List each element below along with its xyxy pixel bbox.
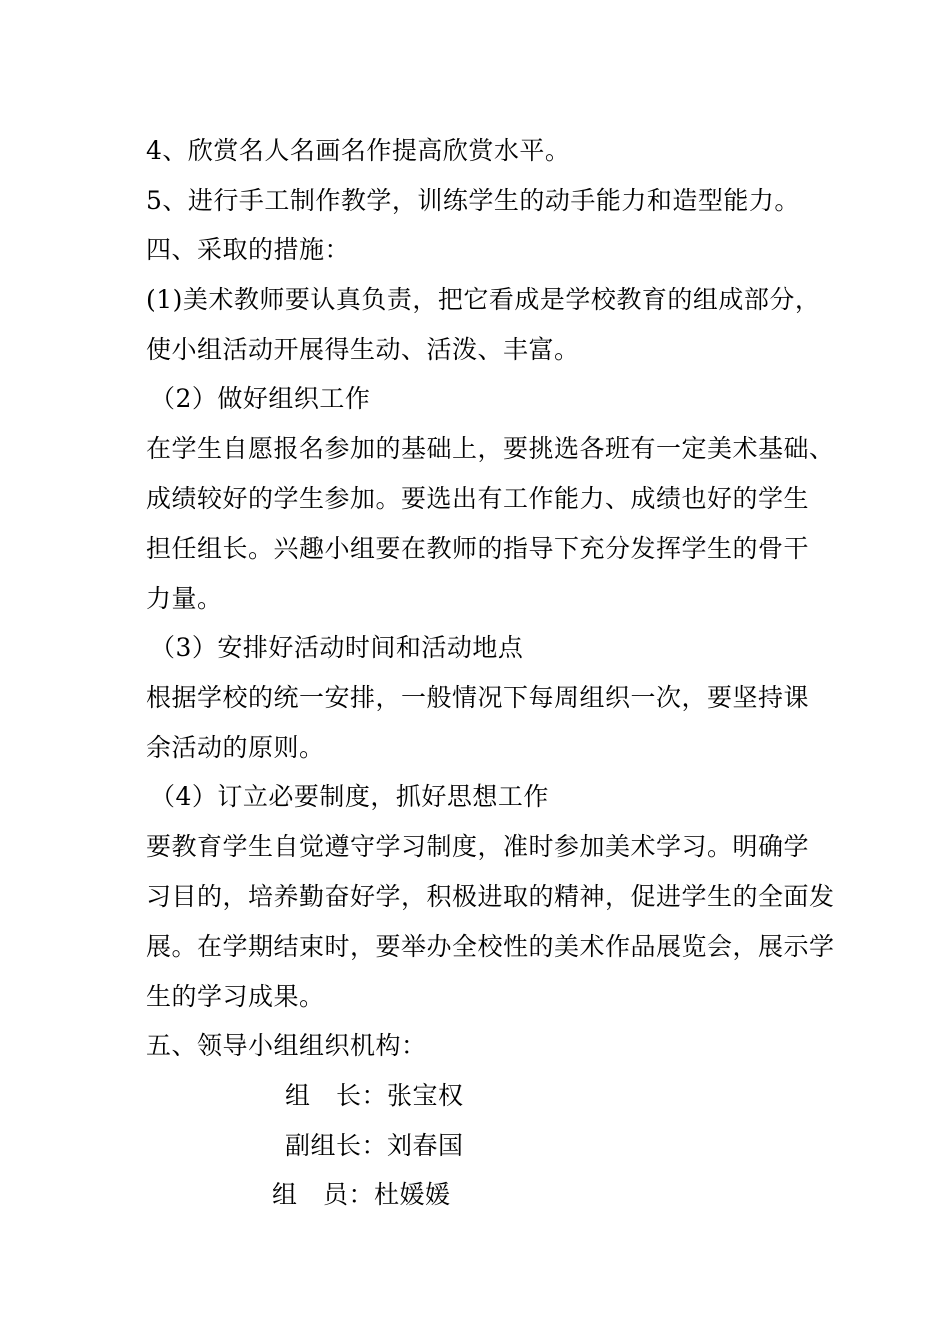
paragraph-line: 成绩较好的学生参加。要选出有工作能力、成绩也好的学生 xyxy=(146,484,810,513)
list-item-4: 4、欣赏名人名画名作提高欣赏水平。 xyxy=(146,136,571,165)
paragraph-line: 根据学校的统一安排，一般情况下每周组织一次，要坚持课 xyxy=(146,683,810,712)
roster-leader: 组 长：张宝权 xyxy=(285,1081,464,1110)
paragraph-line: (1)美术教师要认真负责，把它看成是学校教育的组成部分， xyxy=(146,285,821,314)
list-item-5: 5、进行手工制作教学，训练学生的动手能力和造型能力。 xyxy=(146,186,800,215)
paragraph-line: 力量。 xyxy=(146,584,223,613)
paragraph-line: 习目的，培养勤奋好学，积极进取的精神，促进学生的全面发 xyxy=(146,882,835,911)
paragraph-line: 展。在学期结束时，要举办全校性的美术作品展览会，展示学 xyxy=(146,932,835,961)
paragraph-line: 担任组长。兴趣小组要在教师的指导下充分发挥学生的骨干 xyxy=(146,534,810,563)
section-heading-5: 五、领导小组组织机构： xyxy=(146,1031,427,1060)
paragraph-line: 生的学习成果。 xyxy=(146,982,325,1011)
roster-deputy-leader: 副组长：刘春国 xyxy=(285,1131,464,1160)
subheading-4: （4）订立必要制度，抓好思想工作 xyxy=(150,782,549,811)
subheading-3: （3）安排好活动时间和活动地点 xyxy=(150,633,524,662)
subheading-2: （2）做好组织工作 xyxy=(150,384,371,413)
paragraph-line: 在学生自愿报名参加的基础上，要挑选各班有一定美术基础、 xyxy=(146,434,835,463)
paragraph-line: 使小组活动开展得生动、活泼、丰富。 xyxy=(146,335,580,364)
paragraph-line: 要教育学生自觉遵守学习制度，准时参加美术学习。明确学 xyxy=(146,832,810,861)
paragraph-line: 余活动的原则。 xyxy=(146,733,325,762)
section-heading-4: 四、采取的措施： xyxy=(146,235,351,264)
roster-member: 组 员：杜媛媛 xyxy=(272,1180,451,1209)
